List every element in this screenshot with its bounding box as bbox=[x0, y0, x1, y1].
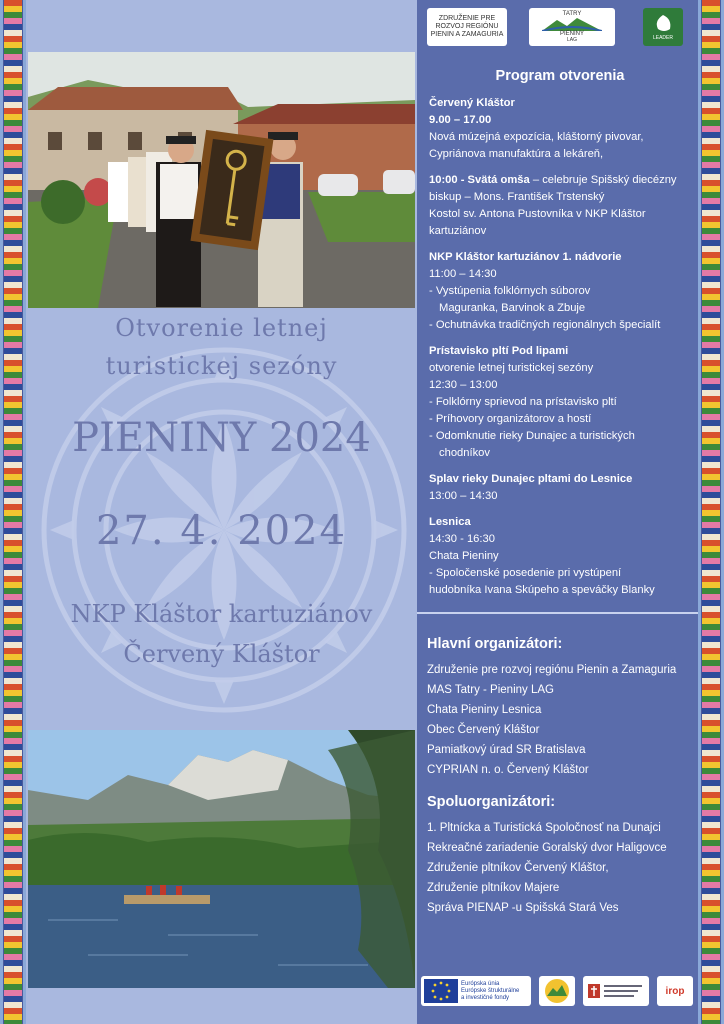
main-organizers-heading: Hlavní organizátori: bbox=[427, 636, 563, 652]
organizer-item: Združenie pre rozvoj regiónu Pienin a Zamaguria bbox=[427, 664, 677, 676]
regional-association-logo: ZDRUŽENIE PRE ROZVOJ REGIÓNU PIENIN A ZAMAGURIA bbox=[427, 8, 507, 46]
venue-line-2: Červený Kláštor bbox=[123, 640, 320, 668]
co-organizer-item: Združenie pltníkov Červený Kláštor, bbox=[427, 862, 609, 874]
title-line-2: turistickej sezóny bbox=[105, 352, 338, 380]
folk-border-left bbox=[0, 0, 26, 1024]
leader-logo: LEADER bbox=[643, 8, 683, 46]
ministry-logo bbox=[583, 976, 649, 1006]
organizer-item: Pamiatkový úrad SR Bratislava bbox=[427, 744, 586, 756]
co-organizer-item: Správa PIENAP -u Spišská Stará Ves bbox=[427, 902, 619, 914]
program-item-lesnica: Lesnica 14:30 - 16:30 Chata Pieniny - Spoločenské posedenie pri vystúpení hudobníka Ivana Skúpeho a speváčky Blanky bbox=[429, 516, 655, 596]
tatry-pieniny-lag-logo: TATRY PIENINY LAG bbox=[529, 8, 615, 46]
program-item-courtyard: NKP Kláštor kartuziánov 1. nádvorie 11:00 – 14:30 - Vystúpenia folklórnych súborov Maguranka, Barvinok a Zbuje - Ochutnávka tradičných regionálnych špecialít bbox=[429, 251, 661, 331]
organizer-item: Obec Červený Kláštor bbox=[427, 724, 540, 736]
organizer-item: CYPRIAN n. o. Červený Kláštor bbox=[427, 764, 589, 776]
program-heading: Program otvorenia bbox=[495, 68, 625, 84]
program-item-rafting: Splav rieky Dunajec pltami do Lesnice 13:00 – 14:30 bbox=[429, 473, 633, 502]
organizer-item: Chata Pieniny Lesnica bbox=[427, 704, 542, 716]
eu-funds-logo: Európska únia Európske štrukturálne a investičné fondy bbox=[421, 976, 531, 1006]
partner-logos-top bbox=[427, 8, 692, 50]
event-date: 27. 4. 2024 bbox=[95, 508, 347, 554]
title-line-1: Otvorenie letnej bbox=[115, 314, 328, 342]
folk-border-right bbox=[698, 0, 724, 1024]
section-divider bbox=[417, 612, 698, 614]
program-item-raft-pier: Prístavisko pltí Pod lipami otvorenie letnej turistickej sezóny 12:30 – 13:00 - Folklórny sprievod na prístavisko pltí - Príhovory organizátorov a hostí - Odomknutie rieky Dunajec a turistických chodníkov bbox=[429, 345, 635, 459]
left-column bbox=[26, 0, 417, 1024]
co-organizer-item: Rekreačné zariadenie Goralský dvor Haligovce bbox=[427, 842, 667, 854]
program-section bbox=[429, 68, 691, 608]
organizer-item: MAS Tatry - Pieniny LAG bbox=[427, 684, 554, 696]
co-organizer-item: Združenie pltníkov Majere bbox=[427, 882, 560, 894]
co-organizer-item: 1. Pltnícka a Turistická Spoločnosť na Dunajci bbox=[427, 822, 661, 834]
event-title: PIENINY 2024 bbox=[72, 415, 371, 461]
right-column bbox=[417, 0, 698, 1024]
co-organizers-heading: Spoluorganizátori: bbox=[427, 794, 556, 810]
river-rafting-photo bbox=[28, 730, 415, 988]
procession-photo bbox=[28, 52, 415, 308]
program-item-cerveny-klastor: Červený Kláštor 9.00 – 17.00 Nová múzejná expozícia, kláštorný pivovar, Cypriánova manufaktúra a lekáreň, bbox=[429, 97, 644, 160]
irop-logo: irop bbox=[657, 976, 693, 1006]
partner-logos-bottom bbox=[421, 976, 696, 1010]
venue-line-1: NKP Kláštor kartuziánov bbox=[70, 600, 373, 628]
program-item-mass: 10:00 - Svätá omša – celebruje Spišský diecézny biskup – Mons. František Trstenský Kostol sv. Antona Pustovníka v NKP Kláštor kartuziánov bbox=[429, 174, 677, 237]
region-emblem-logo bbox=[539, 976, 575, 1006]
organizers-section bbox=[427, 628, 692, 918]
